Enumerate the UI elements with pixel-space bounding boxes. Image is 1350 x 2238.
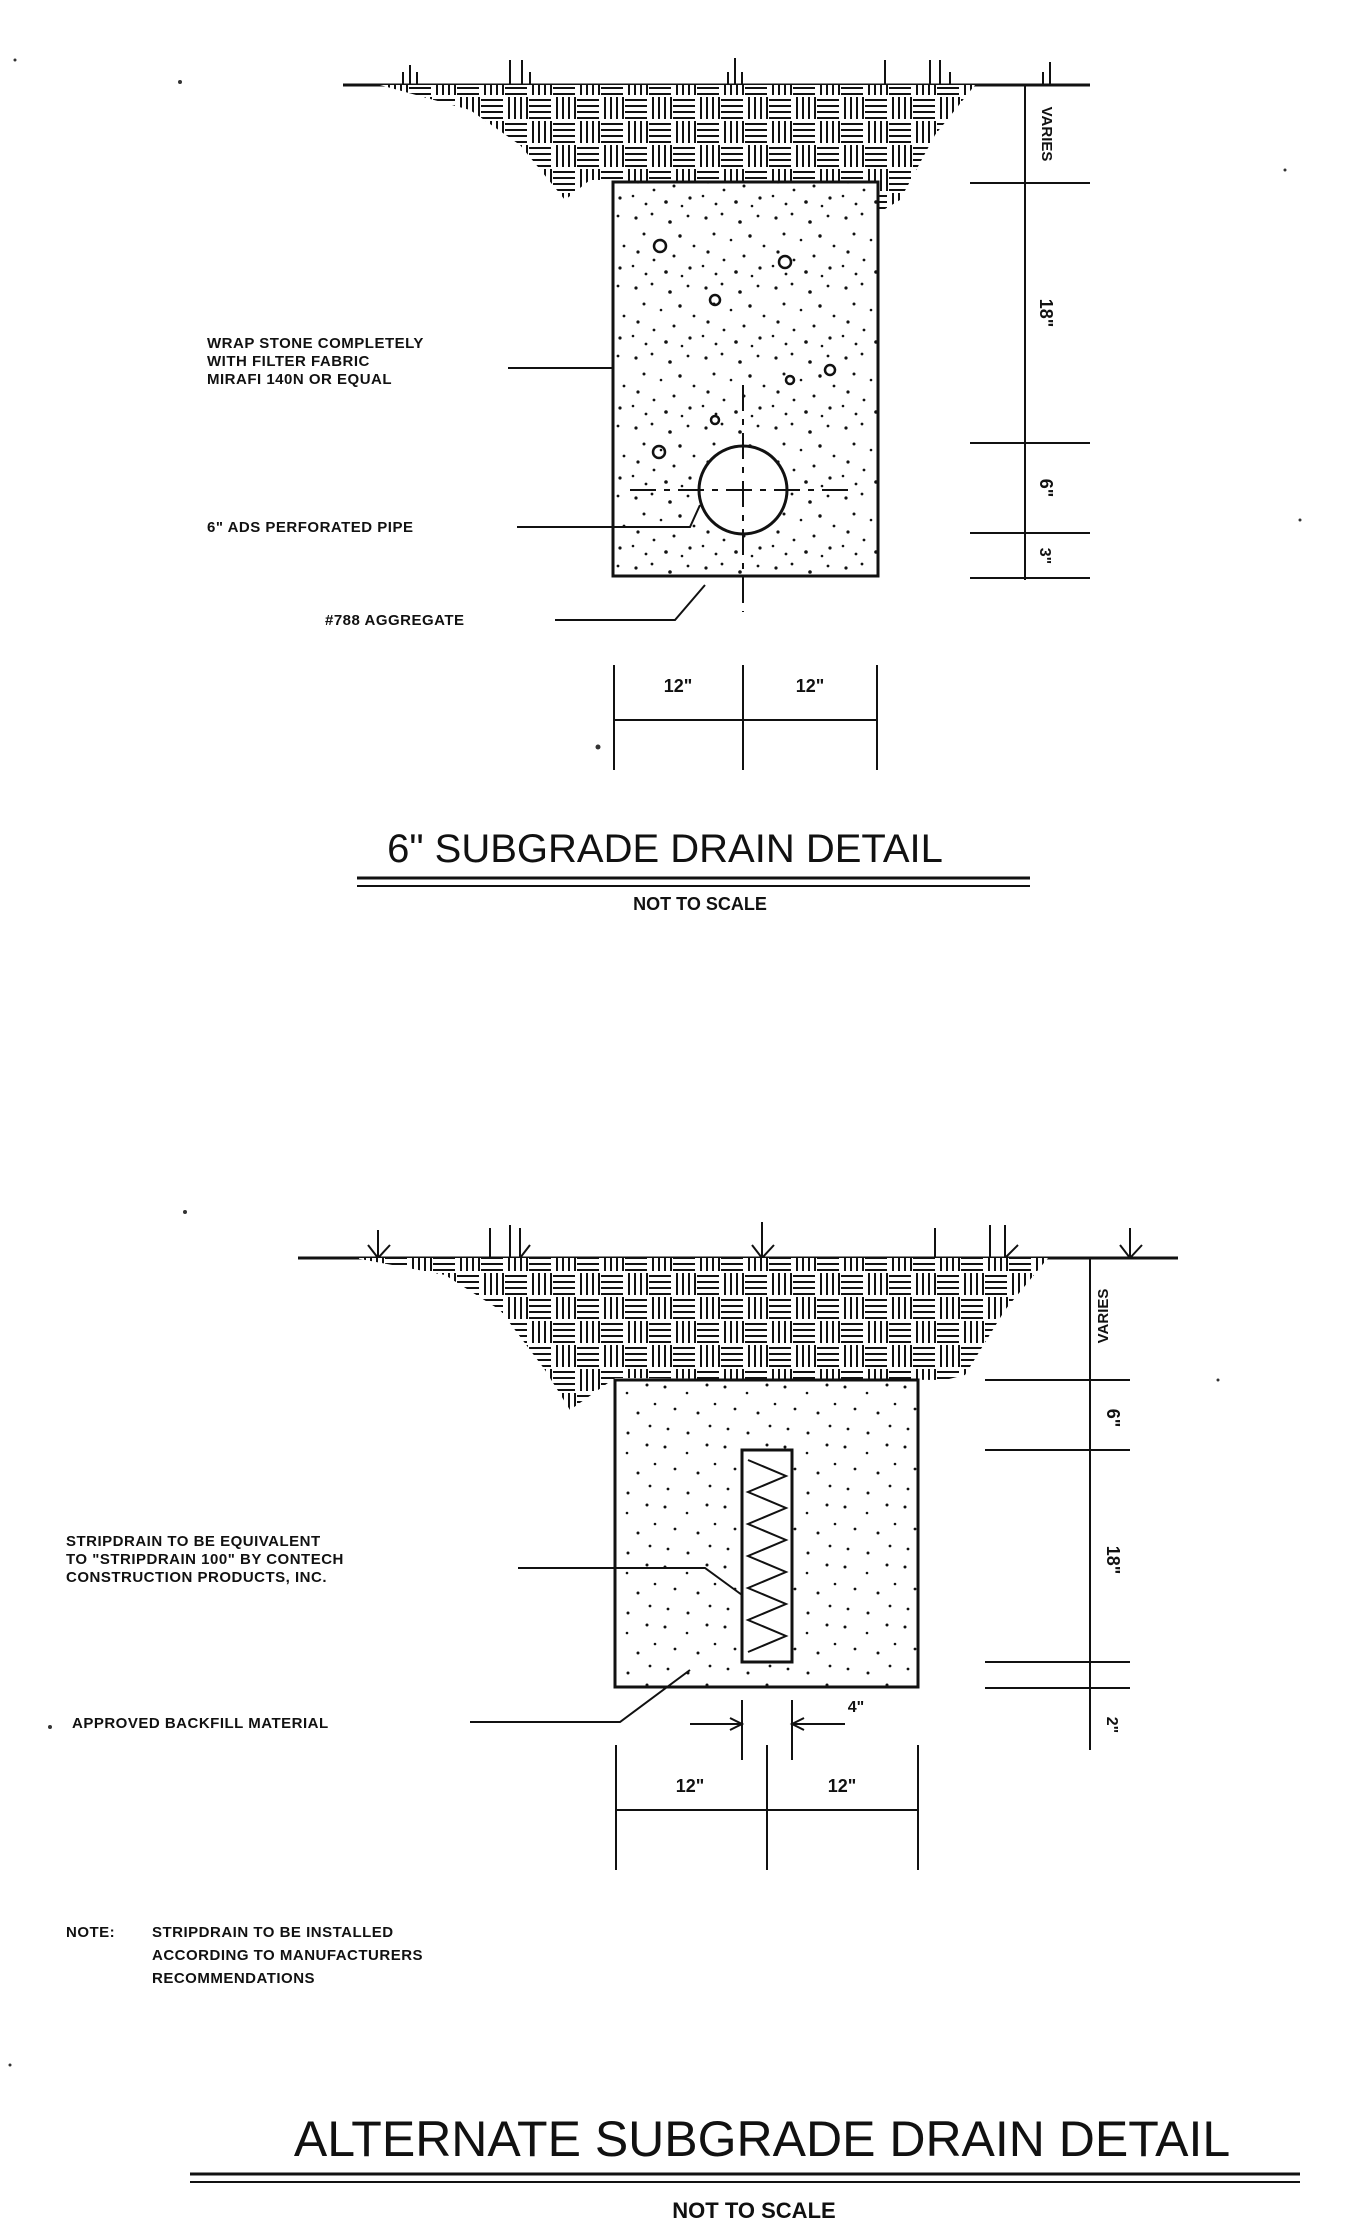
detail2-dim-6: 6" [1103,1408,1123,1428]
note-line3: RECOMMENDATIONS [152,1970,316,1987]
detail1-dim-varies: VARIES [1038,106,1055,162]
detail1-title: 6" SUBGRADE DRAIN DETAIL [387,827,943,871]
backfill-label: APPROVED BACKFILL MATERIAL [72,1715,329,1732]
detail1-width-right: 12" [795,676,825,696]
note-line1: STRIPDRAIN TO BE INSTALLED [152,1924,394,1941]
wrap-stone-label-line2: WITH FILTER FABRIC [207,353,370,370]
detail2-width-left: 12" [675,1776,705,1796]
grass-tufts-2 [368,1222,1142,1258]
note-heading: NOTE: [66,1924,116,1941]
detail1-drawing [207,58,1090,914]
stripdrain-label-line1: STRIPDRAIN TO BE EQUIVALENT [66,1533,321,1550]
detail1-subtitle: NOT TO SCALE [633,894,767,914]
aggregate-label: #788 AGGREGATE [325,612,465,629]
detail1-width-dimension [614,665,877,770]
wrap-stone-label-line3: MIRAFI 140N OR EQUAL [207,371,393,388]
detail2-dim-2: 2" [1103,1716,1120,1734]
detail2-title: ALTERNATE SUBGRADE DRAIN DETAIL [293,2111,1231,2167]
note-line2: ACCORDING TO MANUFACTURERS [152,1947,424,1964]
detail1-dimension-column [970,85,1090,580]
stripdrain-label-line3: CONSTRUCTION PRODUCTS, INC. [66,1569,327,1586]
detail2-subtitle: NOT TO SCALE [672,2198,836,2223]
grass-tufts [403,58,1050,85]
detail1-width-left: 12" [663,676,693,696]
stripdrain-label-line2: TO "STRIPDRAIN 100" BY CONTECH [66,1551,344,1568]
detail2-drawing [66,1222,1300,2223]
detail1-dim-18: 18" [1036,298,1056,328]
detail2-width-right: 12" [827,1776,857,1796]
wrap-stone-label-line1: WRAP STONE COMPLETELY [207,335,424,352]
detail2-dim-varies: VARIES [1095,1288,1112,1344]
perforated-pipe-label: 6" ADS PERFORATED PIPE [207,519,414,536]
detail2-strip-width: 4" [847,1699,865,1716]
detail2-dim-18: 18" [1103,1545,1123,1575]
detail1-dim-6: 6" [1036,478,1056,498]
detail2-width-dimension [616,1745,918,1870]
detail1-dim-3: 3" [1036,547,1053,565]
